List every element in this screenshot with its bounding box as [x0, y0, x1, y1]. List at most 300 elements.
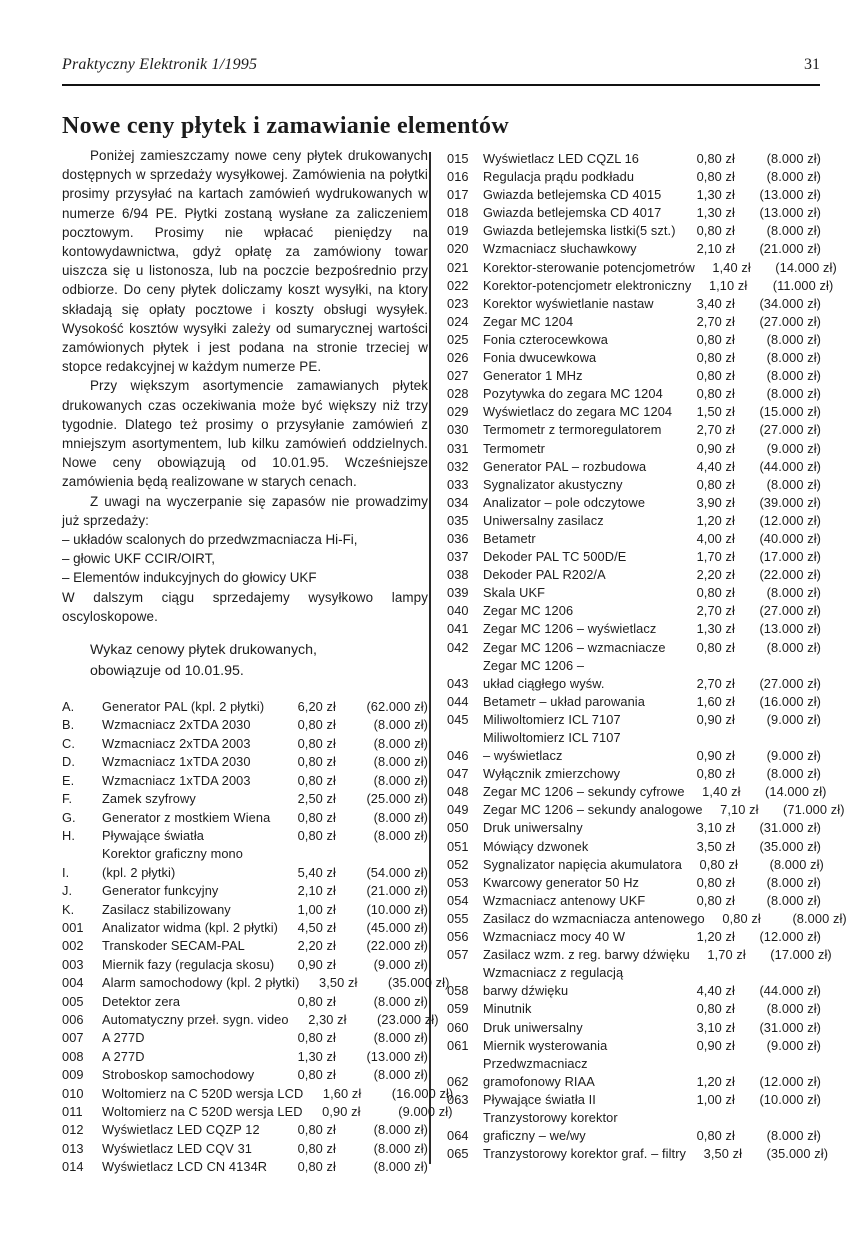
item-name: Wyświetlacz LCD CN 4134R: [102, 1159, 268, 1175]
item-old-price: (8.000 zł): [373, 1122, 428, 1138]
item-price: 1,70 zł: [707, 947, 746, 963]
item-id: 063: [447, 1091, 469, 1107]
item-price: 0,80 zł: [696, 386, 735, 402]
item-price: 3,50 zł: [319, 975, 358, 991]
item-price: 0,80 zł: [696, 223, 735, 239]
price-row: [447, 168, 821, 186]
item-price: 1,00 zł: [696, 1091, 735, 1107]
item-price: 2,30 zł: [308, 1011, 347, 1027]
item-price: 1,10 zł: [708, 277, 748, 293]
price-row: [447, 440, 821, 458]
item-name: Zasilacz wzm. z reg. barwy dźwięku: [483, 947, 690, 963]
item-name: Wzmacniacz z regulacją barwy dźwięku: [483, 965, 624, 999]
item-id: 002: [62, 938, 84, 954]
item-name: Sygnalizator napięcia akumulatora: [483, 856, 682, 872]
price-row: [447, 602, 821, 620]
item-old-price: (8.000 zł): [766, 1001, 821, 1017]
item-id: 032: [447, 458, 469, 474]
item-price: 2,50 zł: [297, 791, 336, 807]
item-price: 5,40 zł: [297, 864, 336, 880]
item-old-price: (31.000 zł): [759, 820, 821, 836]
item-name: Druk uniwersalny: [483, 820, 583, 836]
item-price: 0,90 zł: [322, 1104, 361, 1120]
item-name: Sygnalizator akustyczny: [483, 476, 623, 492]
item-old-price: (44.000 zł): [759, 458, 821, 474]
item-price: 4,50 zł: [297, 919, 337, 935]
item-id: 050: [447, 820, 469, 836]
item-id: J.: [62, 883, 73, 899]
item-name: Betametr – układ parowania: [483, 693, 645, 709]
item-old-price: (27.000 zł): [759, 675, 821, 691]
price-row: [447, 1000, 821, 1018]
item-id: 001: [62, 919, 84, 935]
item-price: 2,70 zł: [696, 422, 735, 438]
item-price: 0,80 zł: [297, 754, 336, 770]
item-old-price: (13.000 zł): [366, 1048, 428, 1064]
item-name: A 277D: [102, 1048, 145, 1064]
item-old-price: (27.000 zł): [759, 603, 821, 619]
item-price: 0,80 zł: [696, 766, 735, 782]
price-row: [447, 313, 821, 331]
item-old-price: (8.000 zł): [766, 892, 821, 908]
price-row: [447, 783, 827, 801]
price-row: [447, 240, 821, 258]
item-id: 010: [62, 1085, 84, 1101]
item-price: 0,80 zł: [297, 809, 336, 825]
item-id: 041: [447, 621, 469, 637]
item-old-price: (8.000 zł): [766, 350, 821, 366]
left-column: [62, 146, 454, 1177]
item-id: 037: [447, 549, 469, 565]
item-price: 1,50 zł: [696, 404, 735, 420]
item-id: 065: [447, 1146, 469, 1162]
item-name: Zasilacz do wzmacniacza antenowego: [483, 910, 705, 926]
item-id: 040: [447, 603, 469, 619]
price-row: [62, 809, 428, 827]
item-id: 045: [447, 711, 469, 727]
item-id: 026: [447, 350, 469, 366]
item-name: Pływające światła II: [483, 1091, 596, 1107]
item-name: Analizator widma (kpl. 2 płytki): [102, 919, 279, 935]
item-name: Generator z mostkiem Wiena: [102, 809, 271, 825]
item-name: Woltomierz na C 520D wersja LED: [102, 1104, 303, 1120]
price-row: [447, 494, 821, 512]
item-id: 004: [62, 975, 84, 991]
item-price: 0,80 zł: [696, 1128, 735, 1144]
price-row: [447, 856, 824, 874]
item-old-price: (17.000 zł): [759, 549, 821, 565]
item-id: 052: [447, 856, 469, 872]
item-name: Zegar MC 1206 – sekundy analogowe: [483, 802, 703, 818]
item-name: Zamek szyfrowy: [102, 791, 196, 807]
item-price: 1,30 zł: [696, 205, 735, 221]
item-id: 006: [62, 1011, 84, 1027]
item-id: 005: [62, 993, 84, 1009]
price-row: [62, 882, 428, 900]
item-old-price: (8.000 zł): [766, 386, 821, 402]
item-id: 019: [447, 223, 469, 239]
item-name: Regulacja prądu podkładu: [483, 169, 635, 185]
item-price: 1,20 zł: [696, 1073, 735, 1089]
item-name: Generator 1 MHz: [483, 368, 583, 384]
item-id: 011: [62, 1104, 83, 1120]
item-price: 3,40 zł: [696, 295, 735, 311]
price-row: [447, 1037, 821, 1055]
item-price: 0,80 zł: [696, 368, 735, 384]
price-row: [62, 1048, 428, 1066]
item-name: Zegar MC 1206 – układ ciągłego wyśw.: [483, 657, 605, 691]
item-id: 022: [447, 277, 469, 293]
price-row: [447, 349, 821, 367]
item-old-price: (8.000 zł): [373, 993, 428, 1009]
item-old-price: (62.000 zł): [366, 699, 428, 715]
item-price: 0,80 zł: [696, 1001, 735, 1017]
item-old-price: (12.000 zł): [759, 1073, 821, 1089]
price-row: [62, 790, 428, 808]
item-old-price: (8.000 zł): [373, 772, 428, 788]
item-old-price: (14.000 zł): [775, 259, 837, 275]
price-row: [447, 639, 821, 657]
price-row: [447, 819, 821, 837]
item-price: 1,20 zł: [696, 512, 735, 528]
price-row: [447, 910, 847, 928]
price-row: [447, 1019, 821, 1037]
item-old-price: (11.000 zł): [772, 277, 834, 293]
item-old-price: (8.000 zł): [766, 766, 821, 782]
item-id: 014: [62, 1159, 84, 1175]
item-name: Gwiazda betlejemska CD 4017: [483, 205, 662, 221]
item-price: 3,50 zł: [696, 838, 735, 854]
item-old-price: (9.000 zł): [766, 748, 821, 764]
item-price: 1,60 zł: [696, 693, 735, 709]
price-table-right: [447, 150, 847, 1163]
item-id: 048: [447, 784, 469, 800]
item-id: 018: [447, 205, 469, 221]
item-price: 4,40 zł: [696, 458, 735, 474]
item-old-price: (27.000 zł): [759, 313, 821, 329]
price-row: [447, 657, 821, 693]
price-row: [62, 1029, 428, 1047]
article-title: Nowe ceny płytek i zamawianie elementów: [62, 113, 509, 140]
item-name: Wzmacniacz mocy 40 W: [483, 929, 626, 945]
item-name: Wyświetlacz do zegara MC 1204: [483, 404, 673, 420]
item-id: G.: [62, 809, 76, 825]
item-name: Generator funkcyjny: [102, 883, 219, 899]
item-price: 4,00 zł: [696, 530, 735, 546]
item-old-price: (9.000 zł): [766, 440, 821, 456]
price-row: [447, 946, 832, 964]
item-old-price: (8.000 zł): [766, 368, 821, 384]
item-name: Generator PAL (kpl. 2 płytki): [102, 699, 265, 715]
item-price: 0,80 zł: [297, 1122, 336, 1138]
item-price: 0,90 zł: [696, 748, 735, 764]
item-old-price: (22.000 zł): [759, 567, 821, 583]
item-price: 2,20 zł: [297, 938, 336, 954]
price-row: [62, 1140, 428, 1158]
item-old-price: (9.000 zł): [766, 1037, 821, 1053]
item-old-price: (22.000 zł): [366, 938, 428, 954]
item-old-price: (21.000 zł): [366, 883, 428, 899]
item-id: 033: [447, 476, 469, 492]
item-old-price: (8.000 zł): [373, 809, 428, 825]
item-old-price: (8.000 zł): [766, 476, 821, 492]
item-name: Betametr: [483, 530, 536, 546]
price-row: [62, 698, 428, 716]
item-price: 1,20 zł: [696, 929, 735, 945]
item-id: 016: [447, 169, 469, 185]
item-price: 0,80 zł: [297, 1030, 336, 1046]
item-price: 3,50 zł: [703, 1146, 743, 1162]
item-price: 0,80 zł: [696, 169, 735, 185]
item-name: Zegar MC 1206 – wzmacniacze: [483, 639, 666, 655]
item-name: Korektor-sterowanie potencjometrów: [483, 259, 695, 275]
item-price: 0,80 zł: [297, 827, 336, 843]
price-row: [447, 331, 821, 349]
item-name: Korektor wyświetlanie nastaw: [483, 295, 654, 311]
item-old-price: (12.000 zł): [759, 929, 821, 945]
discontinued-item: – układów scalonych do przedwzmacniacza Hi-Fi,: [62, 532, 358, 548]
price-row: [447, 421, 821, 439]
price-row: [447, 277, 834, 295]
item-id: 054: [447, 892, 469, 908]
price-row: [62, 1158, 428, 1176]
item-id: 021: [447, 259, 469, 275]
item-old-price: (9.000 zł): [398, 1104, 453, 1120]
item-old-price: (9.000 zł): [373, 956, 428, 972]
item-name: Uniwersalny zasilacz: [483, 512, 604, 528]
item-id: 049: [447, 802, 469, 818]
item-id: 059: [447, 1001, 469, 1017]
item-old-price: (13.000 zł): [759, 205, 821, 221]
discontinued-item: – Elementów indukcyjnych do głowicy UKF: [62, 570, 317, 586]
item-old-price: (8.000 zł): [373, 754, 428, 770]
item-id: I.: [62, 864, 70, 880]
item-id: 060: [447, 1019, 469, 1035]
item-price: 0,80 zł: [696, 331, 735, 347]
item-price: 0,80 zł: [696, 892, 735, 908]
intro-paragraph-3: Z uwagi na wyczerpanie się zapasów nie prowadzimy już sprzedaży:: [62, 493, 428, 528]
item-price: 3,10 zł: [696, 820, 735, 836]
item-name: Tranzystorowy korektor graficzny – we/wy: [483, 1109, 618, 1144]
item-price: 0,80 zł: [696, 476, 735, 492]
item-old-price: (45.000 zł): [366, 919, 429, 935]
item-name: Wyświetlacz LED CQV 31: [102, 1140, 253, 1156]
item-name: Wyświetlacz LED CQZP 12: [102, 1122, 260, 1138]
item-id: 051: [447, 838, 469, 854]
item-price: 0,90 zł: [696, 440, 735, 456]
item-name: Zegar MC 1206 – wyświetlacz: [483, 621, 657, 637]
item-old-price: (8.000 zł): [766, 585, 821, 601]
item-name: Zegar MC 1204: [483, 313, 574, 329]
item-id: 009: [62, 1067, 84, 1083]
discontinued-item: – głowic UKF CCIR/OIRT,: [62, 551, 216, 567]
item-name: Miernik wysterowania: [483, 1037, 608, 1053]
item-id: 058: [447, 983, 469, 999]
item-price: 0,80 zł: [696, 874, 735, 890]
item-name: Automatyczny przeł. sygn. video: [102, 1011, 289, 1027]
price-row: [62, 937, 428, 955]
price-row: [447, 1109, 821, 1145]
item-id: K.: [62, 901, 75, 917]
item-name: Termometr: [483, 440, 546, 456]
price-row: [62, 1066, 428, 1084]
item-old-price: (13.000 zł): [759, 621, 821, 637]
item-old-price: (35.000 zł): [766, 1146, 829, 1162]
item-name: Miliwoltomierz ICL 7107 – wyświetlacz: [483, 730, 621, 764]
item-id: 034: [447, 494, 469, 510]
item-price: 1,70 zł: [696, 549, 735, 565]
item-name: Miliwoltomierz ICL 7107: [483, 711, 621, 727]
price-row: [62, 919, 428, 937]
price-row: [62, 735, 428, 753]
item-old-price: (8.000 zł): [766, 169, 821, 185]
item-old-price: (8.000 zł): [766, 639, 821, 655]
item-old-price: (8.000 zł): [792, 910, 847, 926]
item-name: Wyświetlacz LED CQZL 16: [483, 151, 640, 166]
item-id: 028: [447, 386, 469, 402]
item-id: 042: [447, 639, 469, 655]
item-old-price: (9.000 zł): [766, 711, 821, 727]
item-price: 2,70 zł: [696, 313, 735, 329]
item-name: Mówiący dzwonek: [483, 838, 589, 854]
price-row: [447, 584, 821, 602]
item-price: 0,80 zł: [297, 1140, 336, 1156]
item-old-price: (31.000 zł): [759, 1019, 821, 1035]
price-row: [447, 1145, 829, 1163]
price-table-left: [62, 698, 454, 1177]
price-row: [447, 150, 821, 168]
item-price: 0,80 zł: [297, 735, 336, 751]
item-name: Minutnik: [483, 1001, 532, 1017]
item-name: Wzmacniacz słuchawkowy: [483, 241, 637, 257]
item-id: B.: [62, 717, 75, 733]
item-price: 0,90 zł: [297, 956, 336, 972]
price-row: [447, 711, 821, 729]
item-price: 1,30 zł: [696, 187, 735, 203]
item-id: E.: [62, 772, 75, 788]
item-name: Fonia dwucewkowa: [483, 350, 597, 366]
intro-paragraph-1: Poniżej zamieszczamy nowe ceny płytek drukowanych dostępnych w sprzedaży wysyłkowej. Zamówienia na połytki prosimy przysyłać na kartach zamówień wydrukowanych w numerze 6/94 PE. Płytki zostaną wysłane za zaliczeniem pocztowym. Prosimy nie wpłacać pieniędzy na kontowydawnictwa, gdyż opłatę za zamówiony towar uiszcza się u listonosza, lub na poczcie bezpośrednio przy odbiorze. Do ceny płytek doliczamy koszt wysyłki, na ktory składają się opłaty pocztowe i koszty obsługi wysyłek. Wysokość kosztów wysyłki zależy od sumarycznej wartości zamówionych płytek i jest podana na stronie trzeciej w stopce redakcyjnej w każdym numerze PE.: [62, 148, 428, 375]
item-name: Wzmacniacz 1xTDA 2003: [102, 772, 251, 788]
price-row: [62, 1011, 439, 1029]
item-price: 1,30 zł: [297, 1048, 336, 1064]
item-name: Pływające światła: [102, 827, 204, 843]
price-row: [447, 693, 821, 711]
price-list-heading-line2: obowiązuje od 10.01.95.: [90, 663, 244, 680]
item-id: 057: [447, 947, 469, 963]
item-name: Przedwzmacniacz gramofonowy RIAA: [483, 1055, 595, 1089]
price-row: [62, 772, 428, 790]
item-id: 043: [447, 675, 469, 691]
item-id: F.: [62, 791, 73, 807]
item-id: 046: [447, 748, 469, 764]
item-price: 2,70 zł: [696, 675, 735, 691]
item-name: Termometr z termoregulatorem: [483, 422, 662, 438]
item-old-price: (27.000 zł): [759, 422, 821, 438]
item-price: 0,80 zł: [696, 585, 735, 601]
item-name: A 277D: [102, 1030, 145, 1046]
item-price: 0,90 zł: [696, 711, 735, 727]
price-list-heading: [90, 640, 428, 682]
item-old-price: (35.000 zł): [759, 838, 821, 854]
price-row: [62, 716, 428, 734]
item-id: 062: [447, 1073, 469, 1089]
item-price: 0,80 zł: [297, 1067, 336, 1083]
right-column: [447, 150, 847, 1163]
item-name: Wzmacniacz antenowy UKF: [483, 892, 646, 908]
item-old-price: (8.000 zł): [766, 223, 821, 239]
item-old-price: (8.000 zł): [373, 1159, 428, 1175]
item-old-price: (8.000 zł): [766, 874, 821, 890]
item-name: Wzmacniacz 1xTDA 2030: [102, 754, 251, 770]
item-id: 012: [62, 1122, 84, 1138]
item-id: 024: [447, 313, 469, 329]
price-row: [447, 928, 821, 946]
item-id: A.: [62, 699, 75, 715]
item-old-price: (8.000 zł): [373, 1067, 428, 1083]
price-row: [447, 259, 837, 277]
price-row: [62, 901, 428, 919]
item-id: 023: [447, 295, 469, 311]
item-id: 015: [447, 151, 469, 166]
item-id: H.: [62, 827, 75, 843]
price-row: [447, 1091, 821, 1109]
item-price: 2,20 zł: [696, 567, 735, 583]
item-id: 064: [447, 1128, 469, 1144]
item-id: 038: [447, 567, 469, 583]
item-price: 1,40 zł: [712, 259, 751, 275]
page-number: 31: [804, 56, 820, 73]
item-price: 3,10 zł: [696, 1019, 735, 1035]
price-row: [447, 458, 821, 476]
item-price: 0,80 zł: [297, 717, 336, 733]
discontinued-items-list: [62, 530, 428, 588]
item-id: 061: [447, 1037, 469, 1053]
price-row: [62, 753, 428, 771]
item-old-price: (10.000 zł): [759, 1091, 821, 1107]
item-name: Korektor-potencjometr elektroniczny: [483, 277, 692, 293]
item-name: Fonia czterocewkowa: [483, 331, 608, 347]
price-row: [447, 186, 821, 204]
item-old-price: (21.000 zł): [759, 241, 821, 257]
price-row: [447, 385, 821, 403]
item-name: Tranzystorowy korektor graf. – filtry: [483, 1146, 687, 1162]
item-price: 4,40 zł: [696, 983, 735, 999]
page-header: [62, 56, 820, 74]
item-price: 2,10 zł: [696, 241, 735, 257]
item-id: 013: [62, 1140, 84, 1156]
header-rule: [62, 84, 820, 86]
item-price: 0,80 zł: [297, 1159, 336, 1175]
item-id: 053: [447, 874, 469, 890]
item-old-price: (35.000 zł): [387, 975, 450, 991]
price-row: [62, 993, 428, 1011]
item-name: Woltomierz na C 520D wersja LCD: [102, 1085, 304, 1101]
intro-paragraph-4: W dalszym ciągu sprzedajemy wysyłkowo lampy oscyloskopowe.: [62, 589, 428, 624]
item-name: Zegar MC 1206: [483, 603, 574, 619]
item-name: Dekoder PAL R202/A: [483, 567, 606, 583]
item-price: 0,80 zł: [696, 350, 735, 366]
item-old-price: (14.000 zł): [764, 784, 827, 800]
item-id: 056: [447, 929, 469, 945]
item-price: 0,80 zł: [696, 639, 735, 655]
item-price: 0,80 zł: [297, 772, 336, 788]
item-id: 003: [62, 956, 84, 972]
item-old-price: (8.000 zł): [373, 1140, 428, 1156]
price-row: [447, 295, 821, 313]
price-row: [447, 476, 821, 494]
item-id: 031: [447, 440, 469, 456]
